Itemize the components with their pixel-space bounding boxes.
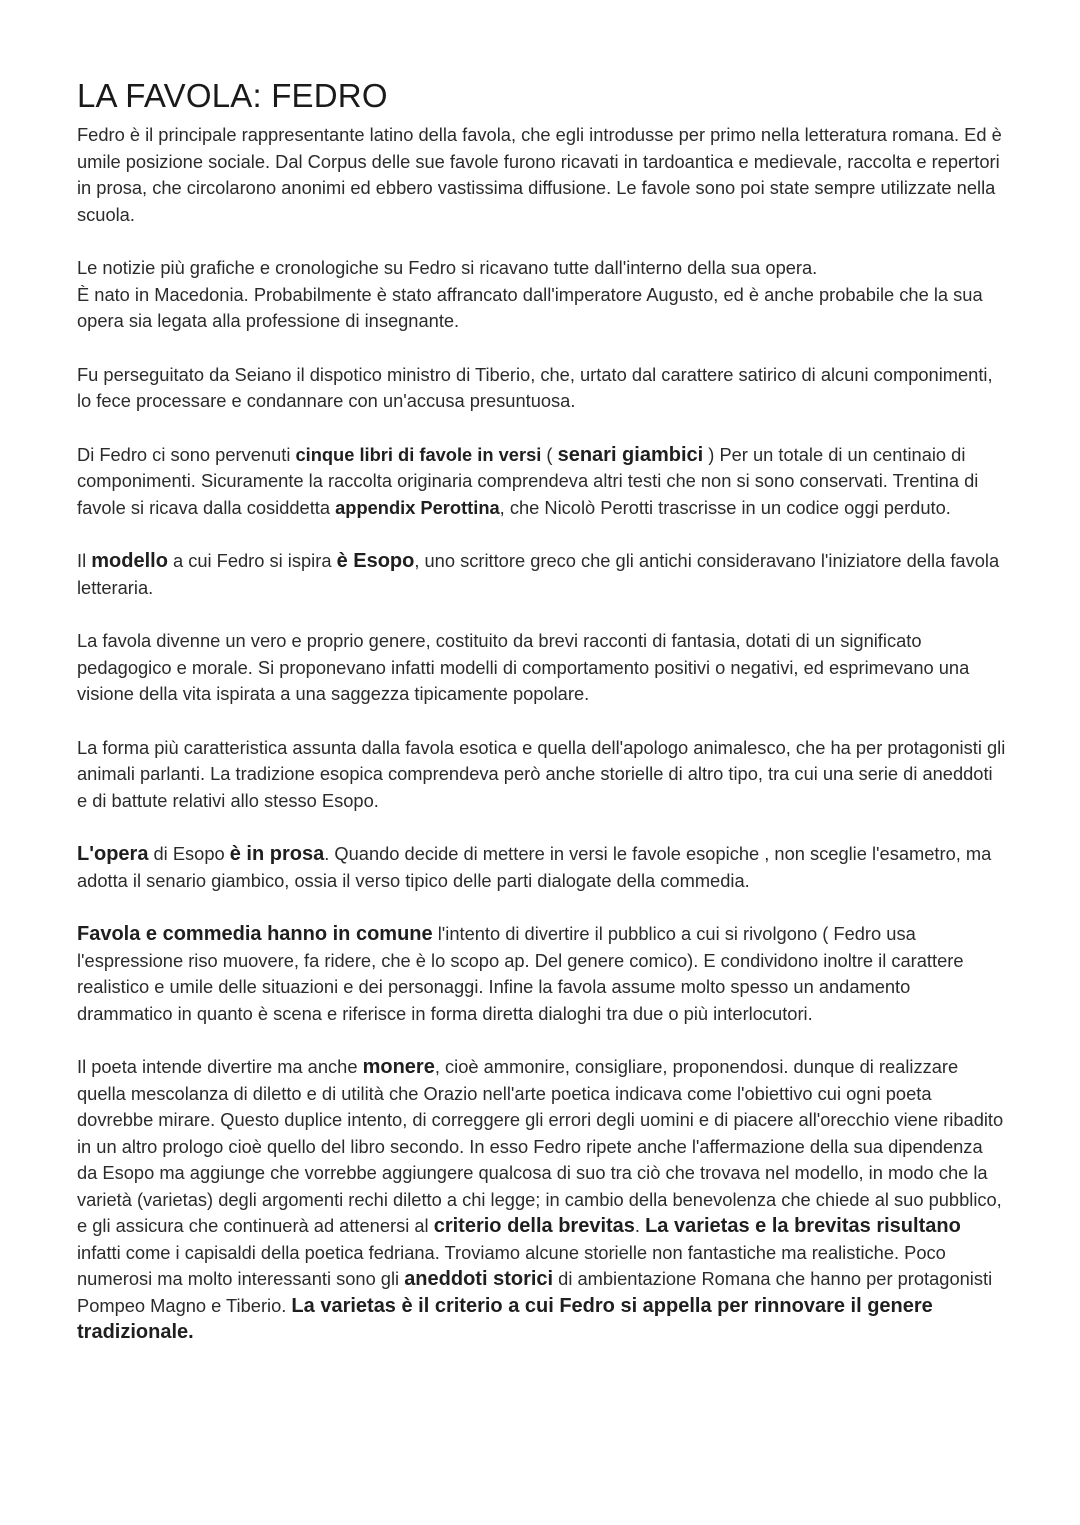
text-run: , uno scrittore greco che gli antichi consideravano l'iniziatore della favola letteraria. bbox=[77, 550, 1000, 598]
paragraph bbox=[77, 548, 1006, 601]
text-run: Fedro è il principale rappresentante latino della favola, che egli introdusse per primo nella letteratura romana. Ed è umile posizione sociale. Dal Corpus delle sue favole furono ricavati in tardoantica e medievale, raccolta e repertori in prosa, che circolarono anonimi ed ebbero vastissima diffusione. Le favole sono poi state sempre utilizzate nella scuola. bbox=[77, 124, 1002, 225]
text-run: a cui Fedro si ispira bbox=[167, 550, 337, 571]
text-run: di Esopo bbox=[148, 843, 230, 864]
paragraph bbox=[77, 122, 1006, 228]
bold-text: La varietas è il criterio a cui Fedro si appella per rinnovare il genere tradizionale. bbox=[77, 1294, 933, 1343]
text-run: l'intento di divertire il pubblico a cui si rivolgono ( Fedro usa l'espressione riso muovere, fa ridere, che è lo scopo ap. Del genere comico). E condividono inoltre il carattere realistico e umile delle situazioni e dei personaggi. Infine la favola assume molto spesso un andamento drammatico in quanto è scena e riferisce in forma diretta dialoghi tra due o più interlocutori. bbox=[77, 923, 964, 1024]
text-run: Il bbox=[77, 550, 92, 571]
paragraph bbox=[77, 921, 1006, 1027]
text-run: Il poeta intende divertire ma anche bbox=[77, 1056, 363, 1077]
bold-text: modello bbox=[91, 550, 168, 572]
paragraph bbox=[77, 1054, 1006, 1346]
text-run: . Quando decide di mettere in versi le favole esopiche , non sceglie l'esametro, ma adotta il senario giambico, ossia il verso tipico delle parti dialogate della commedia. bbox=[77, 843, 992, 891]
bold-text: Favola e commedia hanno in comune bbox=[77, 923, 433, 945]
bold-text: senari giambici bbox=[557, 443, 704, 466]
bold-text: è Esopo bbox=[336, 550, 415, 572]
bold-text: criterio della brevitas bbox=[433, 1215, 635, 1237]
paragraph bbox=[77, 841, 1006, 894]
document-body bbox=[77, 122, 1006, 1346]
paragraph bbox=[77, 628, 1006, 708]
text-run: La forma più caratteristica assunta dalla favola esotica e quella dell'apologo animalesco, che ha per protagonisti gli animali parlanti. La tradizione esopica comprendeva però anche storielle di altro tipo, tra cui una serie di aneddoti e di battute relativi allo stesso Esopo. bbox=[77, 736, 1006, 811]
text-run: Le notizie più grafiche e cronologiche su Fedro si ricavano tutte dall'interno della sua opera. bbox=[77, 257, 818, 278]
bold-text: cinque libri di favole in versi bbox=[295, 443, 542, 465]
text-run: . bbox=[634, 1215, 646, 1236]
bold-text: L'opera bbox=[77, 843, 149, 865]
bold-text: è in prosa bbox=[229, 843, 325, 865]
text-run: di ambientazione Romana che hanno per protagonisti Pompeo Magno e Tiberio. bbox=[77, 1268, 993, 1316]
page-title: LA FAVOLA: FEDRO bbox=[77, 77, 388, 114]
text-run: Fu perseguitato da Seiano il dispotico ministro di Tiberio, che, urtato dal carattere satirico di alcuni componimenti, lo fece processare e condannare con un'accusa presuntuosa. bbox=[77, 363, 993, 411]
paragraph bbox=[77, 735, 1006, 815]
paragraph bbox=[77, 255, 1006, 335]
bold-text: appendix Perottina bbox=[335, 496, 500, 518]
text-run: ) Per un totale di un centinaio di componimenti. Sicuramente la raccolta originaria comprendeva altri testi che non si sono conservati. Trentina di favole si ricava dalla cosiddetta bbox=[77, 443, 979, 518]
paragraph bbox=[77, 442, 1006, 522]
bold-text: aneddoti storici bbox=[404, 1268, 554, 1290]
text-run: infatti come i capisaldi della poetica fedriana. Troviamo alcune storielle non fantastiche ma realistiche. Poco numerosi ma molto interessanti sono gli bbox=[77, 1241, 946, 1289]
paragraph bbox=[77, 362, 1006, 415]
text-run: , cioè ammonire, consigliare, proponendosi. dunque di realizzare quella mescolanza di diletto e di utilità che Orazio nell'arte poetica indicava come l'obiettivo cui ogni poeta dovrebbe mirare. Questo duplice intento, di correggere gli errori degli uomini e di piacere all'orecchio viene ribadito in un altro prologo cioè quello del libro secondo. In esso Fedro ripete anche l'affermazione della sua dipendenza da Esopo ma aggiunge che vorrebbe aggiungere qualcosa di suo tra ciò che trovava nel modello, in modo che la varietà (varietas) degli argomenti rechi diletto a chi legge; in cambio della benevolenza che chiede al suo pubblico, e gli assicura che continuerà ad attenersi al bbox=[77, 1056, 1004, 1236]
text-run: La favola divenne un vero e proprio genere, costituito da brevi racconti di fantasia, dotati di un significato pedagogico e morale. Si proponevano infatti modelli di comportamento positivi o negativi, ed esprimevano una visione della vita ispirata a una saggezza tipicamente popolare. bbox=[77, 630, 970, 704]
bold-text: monere bbox=[362, 1056, 435, 1078]
bold-text: La varietas e la brevitas risultano bbox=[645, 1215, 961, 1237]
text-run: ( bbox=[541, 443, 558, 465]
text-run: Di Fedro ci sono pervenuti bbox=[77, 443, 296, 465]
text-run: , che Nicolò Perotti trascrisse in un codice oggi perduto. bbox=[499, 496, 951, 518]
text-run: È nato in Macedonia. Probabilmente è stato affrancato dall'imperatore Augusto, ed è anche probabile che la sua opera sia legata alla professione di insegnante. bbox=[77, 283, 983, 331]
